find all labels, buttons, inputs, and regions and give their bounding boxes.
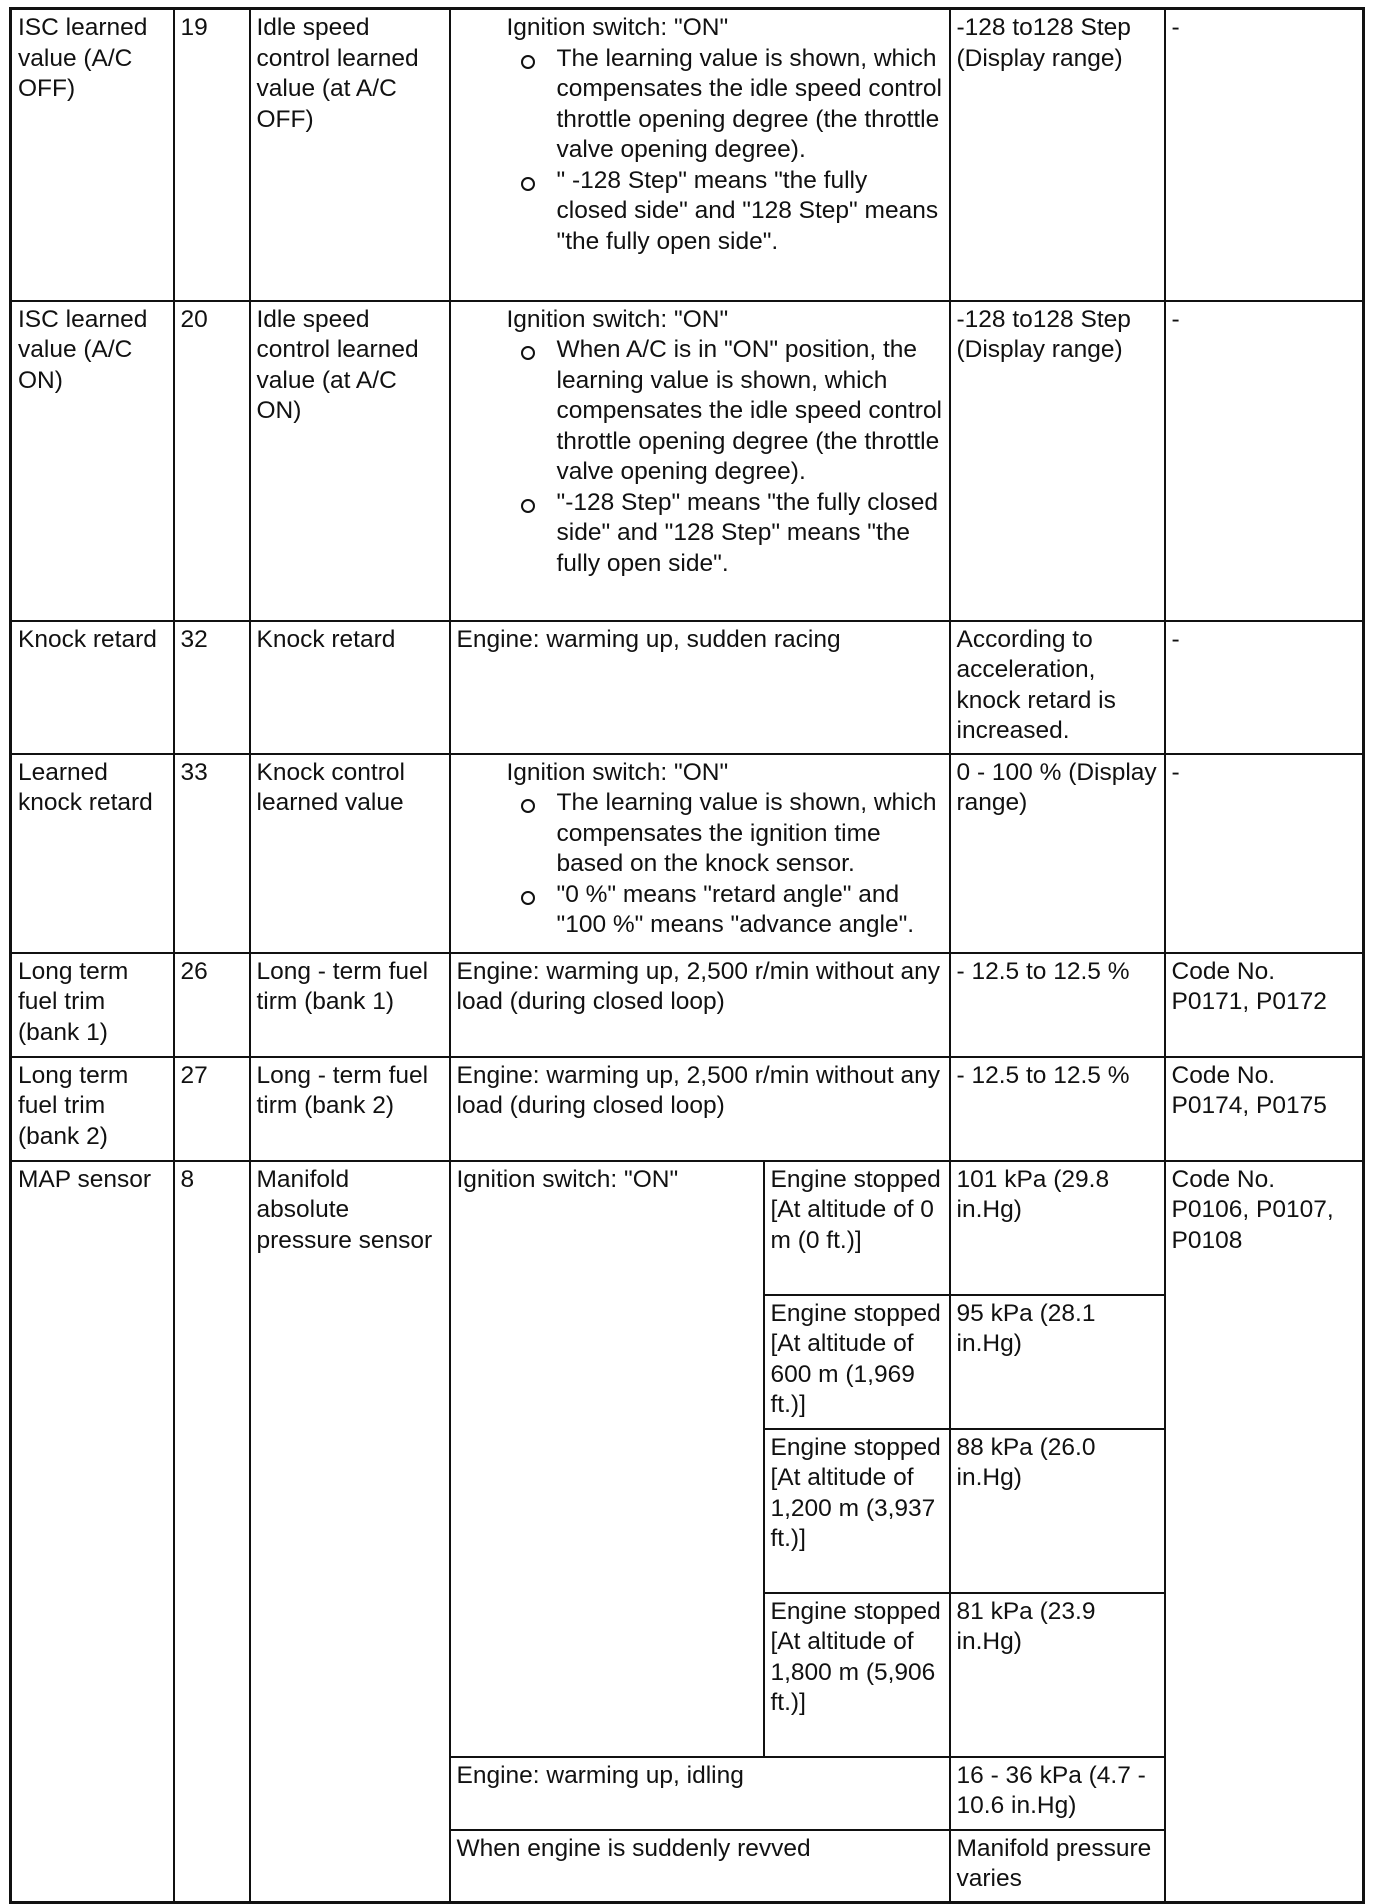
list-item <box>507 788 943 880</box>
condition-heading: Ignition switch: "ON" <box>506 305 729 333</box>
table-row <box>11 9 1364 301</box>
table-row <box>11 1057 1364 1161</box>
item-cell: MAP sensor <box>11 1161 174 1903</box>
bullet-text: "-128 Step" means "the fully closed side" and "128 Step" means "the fully open side". <box>556 488 939 577</box>
condition-cell: Engine: warming up, sudden racing <box>450 621 950 754</box>
reference-cell: Code No. P0171, P0172 <box>1165 953 1364 1057</box>
list-item <box>507 335 943 488</box>
table-row <box>11 953 1364 1057</box>
item-cell: Long term fuel trim (bank 1) <box>11 953 174 1057</box>
condition-cell <box>450 754 950 953</box>
list-item <box>507 488 943 580</box>
desc-cell: Knock retard <box>250 621 450 754</box>
desc-cell: Idle speed control learned value (at A/C ON) <box>250 301 450 621</box>
sub-condition-cell: Engine stopped [At altitude of 600 m (1,969 ft.)] <box>764 1295 950 1429</box>
no-cell: 20 <box>174 301 250 621</box>
bullet-text: The learning value is shown, which compensates the idle speed control throttle opening degree (the throttle valve opening degree). <box>556 44 942 163</box>
value-cell: -128 to128 Step (Display range) <box>950 301 1165 621</box>
table-row <box>11 1161 1364 1295</box>
no-cell: 33 <box>174 754 250 953</box>
value-cell: 95 kPa (28.1 in.Hg) <box>950 1295 1165 1429</box>
value-cell: According to acceleration, knock retard is increased. <box>950 621 1165 754</box>
no-cell: 26 <box>174 953 250 1057</box>
list-item <box>507 44 943 166</box>
item-cell: Learned knock retard <box>11 754 174 953</box>
item-cell: ISC learned value (A/C OFF) <box>11 9 174 301</box>
value-cell: 81 kPa (23.9 in.Hg) <box>950 1593 1165 1757</box>
value-cell: 88 kPa (26.0 in.Hg) <box>950 1429 1165 1593</box>
desc-cell: Idle speed control learned value (at A/C OFF) <box>250 9 450 301</box>
no-cell: 8 <box>174 1161 250 1903</box>
value-cell: Manifold pressure varies <box>950 1830 1165 1903</box>
condition-cell: Engine: warming up, 2,500 r/min without any load (during closed loop) <box>450 953 950 1057</box>
reference-cell: - <box>1165 621 1364 754</box>
table-row <box>11 754 1364 953</box>
desc-cell: Long - term fuel tirm (bank 2) <box>250 1057 450 1161</box>
desc-cell: Long - term fuel tirm (bank 1) <box>250 953 450 1057</box>
sub-condition-cell: Engine stopped [At altitude of 1,200 m (3,937 ft.)] <box>764 1429 950 1593</box>
reference-cell: Code No. P0174, P0175 <box>1165 1057 1364 1161</box>
bullet-text: " -128 Step" means "the fully closed side" and "128 Step" means "the fully open side". <box>556 166 939 255</box>
bullet-text: "0 %" means "retard angle" and "100 %" means "advance angle". <box>556 880 915 938</box>
condition-bullets <box>457 788 943 941</box>
reference-cell: - <box>1165 301 1364 621</box>
value-cell: 0 - 100 % (Display range) <box>950 754 1165 953</box>
sub-condition-cell: Engine stopped [At altitude of 0 m (0 ft.)] <box>764 1161 950 1295</box>
table-row <box>11 621 1364 754</box>
list-item <box>507 166 943 258</box>
condition-cell <box>450 9 950 301</box>
spec-table-sheet <box>9 7 1365 1904</box>
condition-bullets <box>457 44 943 258</box>
bullet-text: The learning value is shown, which compensates the ignition time based on the knock sensor. <box>556 789 937 877</box>
condition-cell: Engine: warming up, 2,500 r/min without any load (during closed loop) <box>450 1057 950 1161</box>
desc-cell: Knock control learned value <box>250 754 450 953</box>
reference-cell: Code No. P0106, P0107, P0108 <box>1165 1161 1364 1903</box>
value-cell: -128 to128 Step (Display range) <box>950 9 1165 301</box>
no-cell: 19 <box>174 9 250 301</box>
condition-bullets <box>457 335 943 579</box>
no-cell: 32 <box>174 621 250 754</box>
bullet-text: When A/C is in "ON" position, the learning value is shown, which compensates the idle speed control throttle opening degree (the throttle valve opening degree). <box>556 336 942 485</box>
item-cell: Long term fuel trim (bank 2) <box>11 1057 174 1161</box>
desc-cell: Manifold absolute pressure sensor <box>250 1161 450 1903</box>
condition-cell: Engine: warming up, idling <box>450 1757 950 1830</box>
value-cell: 16 - 36 kPa (4.7 - 10.6 in.Hg) <box>950 1757 1165 1830</box>
table-row <box>11 301 1364 621</box>
reference-cell: - <box>1165 9 1364 301</box>
value-cell: - 12.5 to 12.5 % <box>950 1057 1165 1161</box>
no-cell: 27 <box>174 1057 250 1161</box>
condition-heading: Ignition switch: "ON" <box>506 758 729 786</box>
sub-condition-cell: Engine stopped [At altitude of 1,800 m (5,906 ft.)] <box>764 1593 950 1757</box>
value-cell: - 12.5 to 12.5 % <box>950 953 1165 1057</box>
reference-cell: - <box>1165 754 1364 953</box>
condition-cell <box>450 301 950 621</box>
value-cell: 101 kPa (29.8 in.Hg) <box>950 1161 1165 1295</box>
item-cell: Knock retard <box>11 621 174 754</box>
list-item <box>507 880 943 941</box>
condition-heading: Ignition switch: "ON" <box>506 14 729 41</box>
service-data-table <box>9 7 1365 1904</box>
item-cell: ISC learned value (A/C ON) <box>11 301 174 621</box>
condition-cell: When engine is suddenly revved <box>450 1830 950 1903</box>
condition-cell: Ignition switch: "ON" <box>450 1161 764 1757</box>
